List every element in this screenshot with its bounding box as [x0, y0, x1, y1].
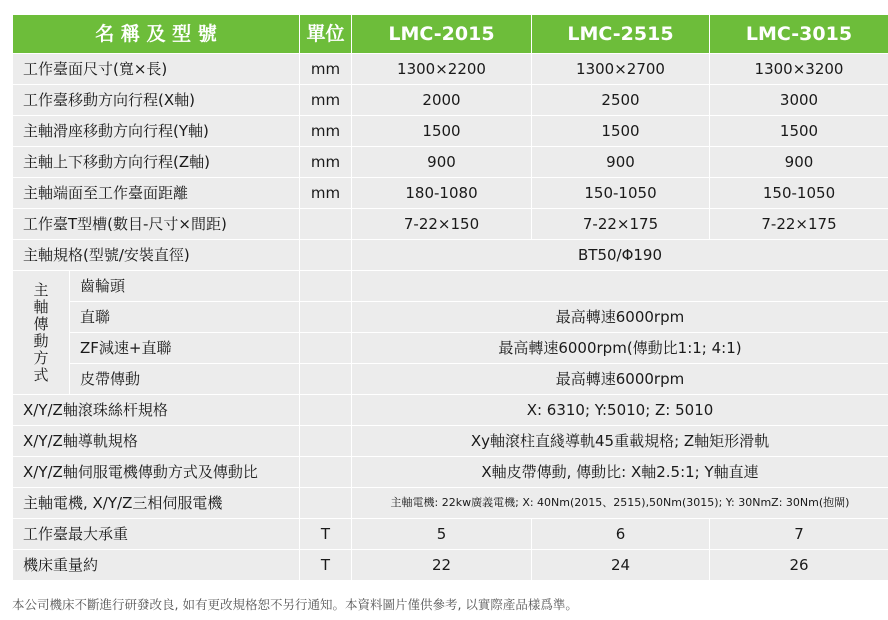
spindle-spec-value: BT50/Φ190	[352, 240, 888, 271]
row-unit-empty	[300, 240, 352, 271]
header-model-3: LMC-3015	[710, 15, 888, 54]
row-value: 1300×2700	[532, 54, 710, 85]
row-value: 150-1050	[532, 178, 710, 209]
drive-item-value: 最高轉速6000rpm(傳動比1:1; 4:1)	[352, 333, 888, 364]
drive-group-char: 動	[33, 331, 49, 350]
row-value: 7-22×175	[710, 209, 888, 240]
table-row	[13, 519, 888, 550]
row-label: 工作臺面尺寸(寬×長)	[13, 54, 300, 85]
merged-row	[13, 395, 888, 426]
merged-row	[13, 488, 888, 519]
row-unit: mm	[300, 147, 352, 178]
row-unit-empty	[300, 488, 352, 519]
row-value: 180-1080	[352, 178, 532, 209]
table-row	[13, 54, 888, 85]
row-unit-empty	[300, 271, 352, 302]
row-value: 7-22×150	[352, 209, 532, 240]
row-label: 主軸規格(型號/安裝直徑)	[13, 240, 300, 271]
header-name: 名 稱 及 型 號	[13, 15, 300, 54]
row-label: X/Y/Z軸伺服電機傳動方式及傳動比	[13, 457, 300, 488]
merged-value: X: 6310; Y:5010; Z: 5010	[352, 395, 888, 426]
row-value: 26	[710, 550, 888, 581]
drive-item-label: ZF減速+直聯	[70, 333, 300, 364]
header-model-1: LMC-2015	[352, 15, 532, 54]
header-unit: 單位	[300, 15, 352, 54]
drive-row	[13, 333, 888, 364]
drive-group-char: 軸	[33, 297, 49, 316]
merged-row	[13, 426, 888, 457]
row-value: 1500	[352, 116, 532, 147]
drive-item-label: 直聯	[70, 302, 300, 333]
header-row	[13, 15, 888, 54]
table-row	[13, 209, 888, 240]
footer-note: 本公司機床不斷進行研發改良, 如有更改規格恕不另行通知。本資料圖片僅供參考, 以實際產品樣爲準。	[12, 597, 578, 612]
drive-item-value	[352, 271, 888, 302]
row-unit-empty	[300, 457, 352, 488]
row-unit: mm	[300, 85, 352, 116]
row-unit-empty	[300, 302, 352, 333]
row-label: 工作臺移動方向行程(X軸)	[13, 85, 300, 116]
row-unit-empty	[300, 395, 352, 426]
row-value: 24	[532, 550, 710, 581]
row-value: 7	[710, 519, 888, 550]
row-unit: T	[300, 550, 352, 581]
table-row	[13, 178, 888, 209]
row-label: 主軸端面至工作臺面距離	[13, 178, 300, 209]
drive-group-char: 方	[33, 348, 49, 367]
row-value: 5	[352, 519, 532, 550]
row-value: 22	[352, 550, 532, 581]
row-value: 7-22×175	[532, 209, 710, 240]
row-label: X/Y/Z軸滾珠絲杆規格	[13, 395, 300, 426]
drive-item-label: 皮帶傳動	[70, 364, 300, 395]
merged-value: Xy軸滾柱直綫導軌45重載規格; Z軸矩形滑軌	[352, 426, 888, 457]
row-value: 150-1050	[710, 178, 888, 209]
header-model-2: LMC-2515	[532, 15, 710, 54]
row-unit: T	[300, 519, 352, 550]
spindle-spec-row	[13, 240, 888, 271]
table-row	[13, 550, 888, 581]
merged-row	[13, 457, 888, 488]
row-value: 6	[532, 519, 710, 550]
row-unit: mm	[300, 178, 352, 209]
row-value: 900	[710, 147, 888, 178]
merged-value: X軸皮帶傳動, 傳動比: X軸2.5:1; Y軸直連	[352, 457, 888, 488]
row-unit	[300, 209, 352, 240]
drive-row	[13, 364, 888, 395]
row-label: 主軸滑座移動方向行程(Y軸)	[13, 116, 300, 147]
drive-group-char: 主	[33, 280, 49, 299]
table-row	[13, 116, 888, 147]
spec-table	[12, 14, 888, 581]
drive-item-label: 齒輪頭	[70, 271, 300, 302]
table-row	[13, 85, 888, 116]
merged-value: 主軸電機: 22kw廣義電機; X: 40Nm(2015、2515),50Nm(3015); Y: 30NmZ: 30Nm(抱閘)	[352, 488, 888, 519]
row-value: 1500	[532, 116, 710, 147]
row-unit: mm	[300, 116, 352, 147]
row-label: 工作臺最大承重	[13, 519, 300, 550]
row-unit-empty	[300, 426, 352, 457]
row-value: 2000	[352, 85, 532, 116]
row-unit-empty	[300, 364, 352, 395]
row-value: 1500	[710, 116, 888, 147]
drive-group-label	[13, 271, 70, 395]
drive-group-char: 傳	[33, 314, 49, 333]
drive-item-value: 最高轉速6000rpm	[352, 302, 888, 333]
drive-item-value: 最高轉速6000rpm	[352, 364, 888, 395]
row-value: 900	[532, 147, 710, 178]
row-value: 3000	[710, 85, 888, 116]
row-unit-empty	[300, 333, 352, 364]
table-row	[13, 147, 888, 178]
drive-group-char: 式	[33, 365, 49, 384]
row-value: 900	[352, 147, 532, 178]
row-label: 主軸上下移動方向行程(Z軸)	[13, 147, 300, 178]
drive-row	[13, 302, 888, 333]
drive-row	[13, 271, 888, 302]
row-label: 工作臺T型槽(數目-尺寸×間距)	[13, 209, 300, 240]
row-value: 1300×3200	[710, 54, 888, 85]
row-unit: mm	[300, 54, 352, 85]
row-value: 1300×2200	[352, 54, 532, 85]
row-label: 機床重量約	[13, 550, 300, 581]
row-label: X/Y/Z軸導軌規格	[13, 426, 300, 457]
row-value: 2500	[532, 85, 710, 116]
row-label: 主軸電機, X/Y/Z三相伺服電機	[13, 488, 300, 519]
